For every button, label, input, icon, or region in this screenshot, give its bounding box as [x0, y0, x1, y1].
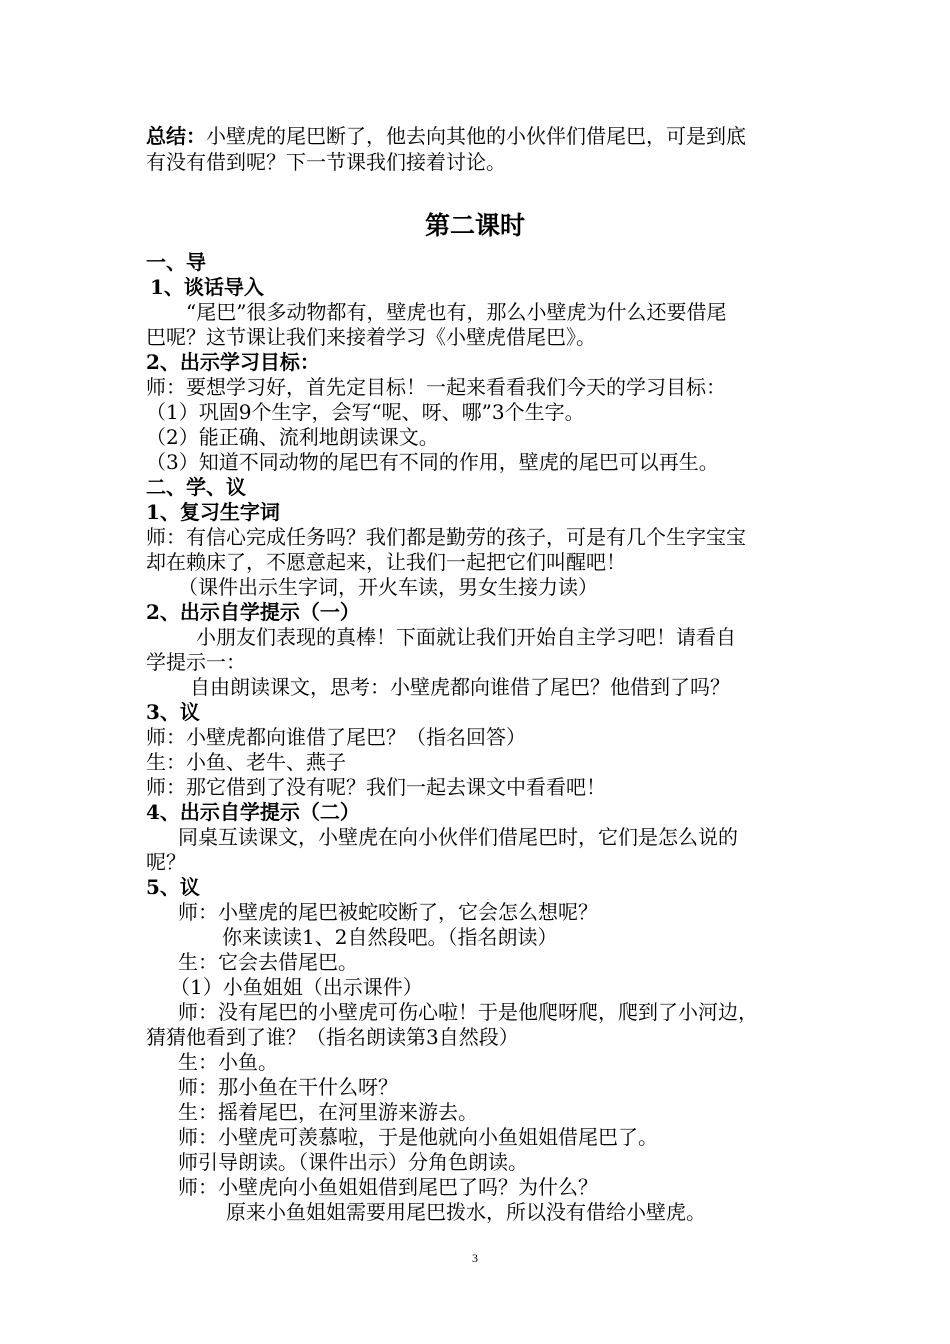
paragraph-line: （课件出示生字词，开火车读，男女生接力读）: [178, 575, 598, 599]
section-heading-study: 二、学、议: [146, 475, 246, 499]
dialogue-line: 生：小鱼、老牛、燕子: [146, 750, 346, 774]
dialogue-line: 生：小鱼。: [178, 1050, 278, 1074]
subheading-tips-1: 2、出示自学提示（一）: [146, 600, 360, 624]
goal-item-2: （2）能正确、流利地朗读课文。: [146, 425, 439, 449]
subheading-discuss-3: 3、议: [146, 700, 200, 724]
dialogue-line: 原来小鱼姐姐需要用尾巴拨水，所以没有借给小壁虎。: [226, 1200, 706, 1224]
summary-label: 总结：: [146, 124, 206, 148]
paragraph-line: 学提示一：: [146, 650, 246, 674]
subheading-review: 1、复习生字词: [146, 500, 280, 524]
subheading-talk-intro: 1、谈话导入: [150, 275, 264, 299]
dialogue-line: 师：小壁虎可羡慕啦，于是他就向小鱼姐姐借尾巴了。: [178, 1125, 658, 1149]
dialogue-line: 猜猜他看到了谁？（指名朗读第3自然段）: [146, 1025, 519, 1049]
subheading-discuss-5: 5、议: [146, 875, 200, 899]
dialogue-line: 生：它会去借尾巴。: [178, 950, 358, 974]
dialogue-line: 师：那它借到了没有呢？我们一起去课文中看看吧！: [146, 775, 606, 799]
paragraph-line: 巴呢？这节课让我们来接着学习《小壁虎借尾巴》。: [146, 325, 596, 349]
dialogue-line: 师引导朗读。（课件出示）分角色朗读。: [178, 1150, 528, 1174]
summary-line-2: 有没有借到呢？下一节课我们接着讨论。: [146, 150, 506, 174]
paragraph-line: 小朋友们表现的真棒！下面就让我们开始自主学习吧！请看自: [196, 625, 736, 649]
subheading-goals: 2、出示学习目标：: [146, 350, 320, 374]
dialogue-line: 师：小壁虎的尾巴被蛇咬断了，它会怎么想呢？: [178, 900, 598, 924]
dialogue-line: 师：小壁虎向小鱼姐姐借到尾巴了吗？为什么？: [178, 1175, 598, 1199]
paragraph-line: 却在赖床了，不愿意起来，让我们一起把它们叫醒吧！: [146, 550, 626, 574]
dialogue-line: 师：没有尾巴的小壁虎可伤心啦！于是他爬呀爬，爬到了小河边，: [178, 1000, 758, 1024]
dialogue-line: 你来读读1、2自然段吧。（指名朗读）: [222, 925, 558, 949]
goal-item-3: （3）知道不同动物的尾巴有不同的作用，壁虎的尾巴可以再生。: [146, 450, 719, 474]
paragraph-line: 呢？: [146, 850, 186, 874]
paragraph-line: 自由朗读课文，思考：小壁虎都向谁借了尾巴？他借到了吗？: [190, 675, 730, 699]
dialogue-line: 师：那小鱼在干什么呀？: [178, 1075, 398, 1099]
paragraph-line: 师：要想学习好，首先定目标！一起来看看我们今天的学习目标：: [146, 375, 726, 399]
lesson-title: 第二课时: [424, 211, 525, 240]
subsection-heading: （1）小鱼姐姐（出示课件）: [170, 975, 423, 999]
section-heading-intro: 一、导: [146, 250, 206, 274]
paragraph-line: 同桌互读课文，小壁虎在向小伙伴们借尾巴时，它们是怎么说的: [178, 825, 738, 849]
paragraph-line: 师：有信心完成任务吗？我们都是勤劳的孩子，可是有几个生字宝宝: [146, 525, 746, 549]
summary-line-1: [146, 124, 746, 148]
goal-item-1: （1）巩固9个生字，会写“呢、呀、哪”3个生字。: [146, 400, 585, 424]
dialogue-line: 师：小壁虎都向谁借了尾巴？（指名回答）: [146, 725, 526, 749]
paragraph-line: “尾巴”很多动物都有，壁虎也有，那么小壁虎为什么还要借尾: [186, 300, 727, 324]
summary-text-1: 小壁虎的尾巴断了，他去向其他的小伙伴们借尾巴，可是到底: [206, 124, 746, 148]
subheading-tips-2: 4、出示自学提示（二）: [146, 800, 360, 824]
dialogue-line: 生：摇着尾巴，在河里游来游去。: [178, 1100, 478, 1124]
page-number: 3: [472, 1251, 478, 1265]
